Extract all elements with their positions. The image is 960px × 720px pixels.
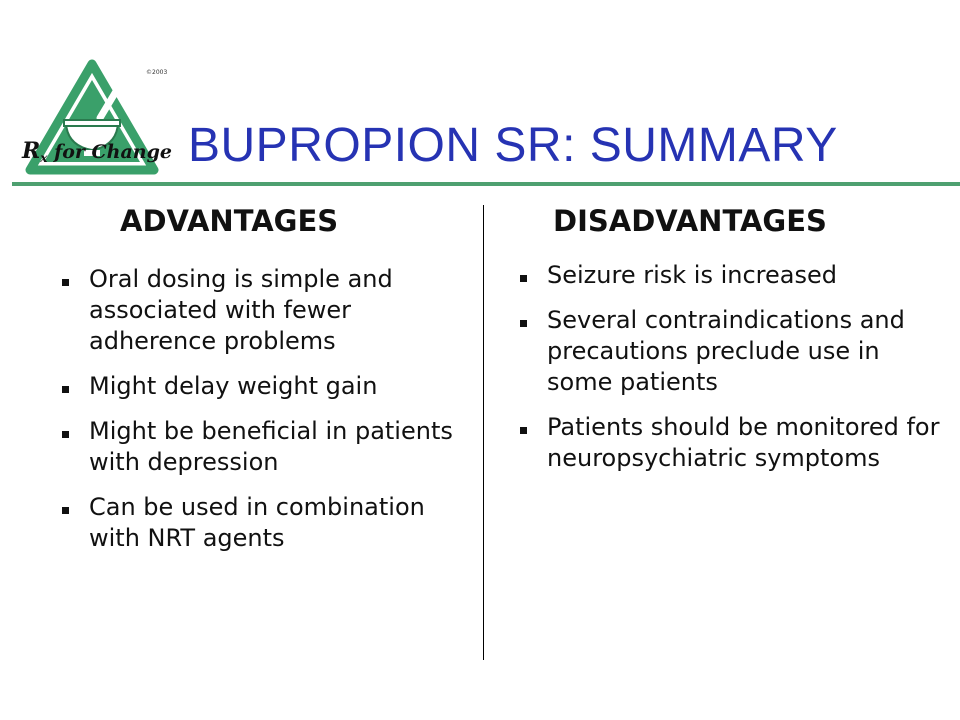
advantages-list: [62, 264, 472, 568]
mortar-pestle-triangle-icon: [14, 58, 168, 188]
list-item: Might be beneficial in patients with depression: [62, 416, 472, 478]
bullet-square-icon: [62, 386, 69, 393]
disadvantages-heading: DISADVANTAGES: [553, 204, 827, 238]
slide-title: BUPROPION SR: SUMMARY: [188, 119, 838, 172]
list-item: Oral dosing is simple and associated with fewer adherence problems: [62, 264, 472, 357]
rx-for-change-logo: [14, 58, 172, 188]
list-item: Seizure risk is increased: [520, 260, 940, 291]
list-item: Can be used in combination with NRT agents: [62, 492, 472, 554]
bullet-square-icon: [520, 275, 527, 282]
disadvantages-list: [520, 260, 940, 488]
bullet-square-icon: [62, 431, 69, 438]
title-underline: [12, 182, 960, 186]
list-item: Several contraindications and precautions preclude use in some patients: [520, 305, 940, 398]
copyright-mark: ©2003: [146, 69, 168, 76]
bullet-square-icon: [62, 279, 69, 286]
logo-text: $R_x$ for Change: [22, 138, 172, 165]
list-item: Patients should be monitored for neuropsychiatric symptoms: [520, 412, 940, 474]
bullet-square-icon: [62, 507, 69, 514]
advantages-heading: ADVANTAGES: [120, 204, 339, 238]
bullet-square-icon: [520, 320, 527, 327]
bullet-square-icon: [520, 427, 527, 434]
column-divider: [483, 205, 484, 660]
list-item: Might delay weight gain: [62, 371, 472, 402]
